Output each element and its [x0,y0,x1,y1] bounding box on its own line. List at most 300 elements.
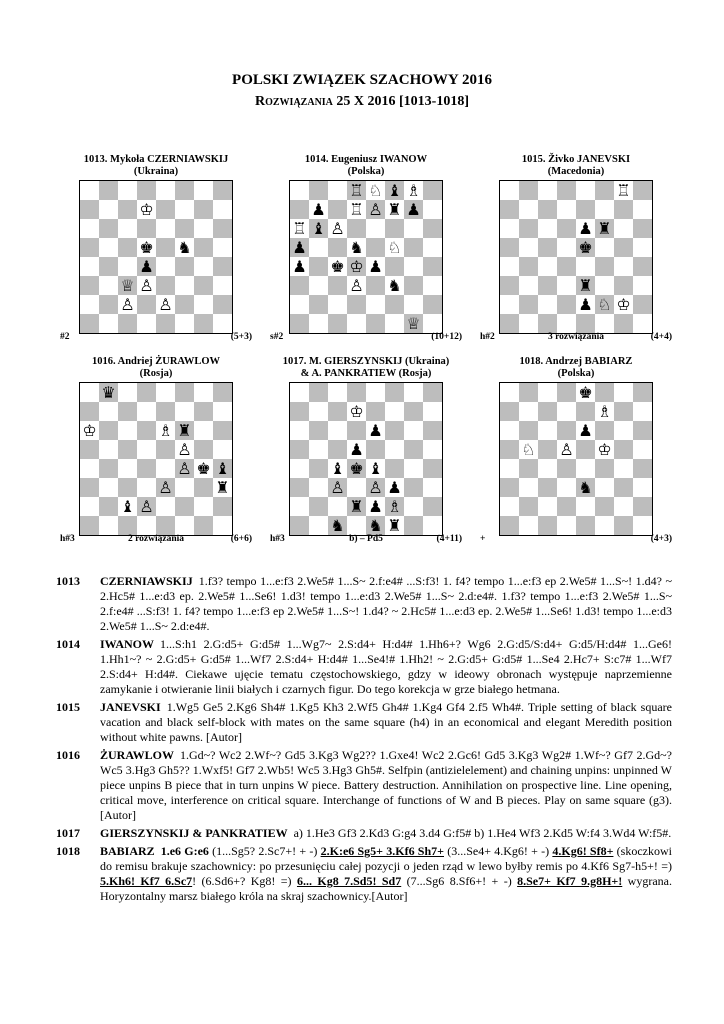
board-square [137,383,156,402]
board-square [194,314,213,333]
board-square [500,459,519,478]
board-square [175,200,194,219]
board-square [213,440,232,459]
board-square [194,295,213,314]
board-square [194,478,213,497]
board-square [137,440,156,459]
puzzle-heading [476,154,676,180]
white-rook-icon: ♖ [349,200,364,219]
board-square [328,295,347,314]
board-square [633,314,652,333]
board-square [290,516,309,535]
white-queen-icon: ♕ [406,314,421,333]
board-square [614,516,633,535]
board-square [309,516,328,535]
board-square [576,257,595,276]
solution-moves: 1...S:h1 2.G:d5+ G:d5# 1...Wg7~ 2.S:d4+ H:d4# 1.Hh6+? Wg6 2.G:d5/S:d4+ G:d5/H:d4# 1...Ge6! 1.Hh1~? ~ 2.G:d5+ G:d5# 1...Wf7 2.S:d4+ H:d4# 1...Se4!# 1.Hh2! ~ 2.G:d5+ G:d5# 1...Se4 2.Hc7+ S:c7# 1...Wf7 2.S:d4+ H:d4#. Ciekawe ujęcie tematu częstochowskiego, gdzy w ideowy obronach występuje naprzemienne zamykanie i otwieranie linii białych i czarnych figur. Do tego korekcja w grze białego hetmana. [100,637,672,696]
sol-part: (3...Se4+ 4.Kg6! + -) [444,844,553,858]
solution-number: 1014 [56,637,80,651]
board-square [366,238,385,257]
black-queen-icon: ♛ [101,383,116,402]
board-square [80,383,99,402]
board-square [290,421,309,440]
board-square [118,459,137,478]
board-square [309,459,328,478]
board-square [557,181,576,200]
black-king-icon: ♚ [330,257,345,276]
board-square [309,257,328,276]
board-square [80,497,99,516]
white-knight-icon: ♘ [387,238,402,257]
board-square [80,276,99,295]
white-bishop-icon: ♗ [158,421,173,440]
board-square [290,497,309,516]
board-square [290,200,309,219]
board-square [538,478,557,497]
black-pawn-icon: ♟ [368,421,383,440]
board-square [290,295,309,314]
black-bishop-icon: ♝ [387,181,402,200]
black-knight-icon: ♞ [387,276,402,295]
black-pawn-icon: ♟ [387,478,402,497]
board-square [500,219,519,238]
puzzle-1015 [476,154,676,342]
board-square [328,314,347,333]
board-square [557,383,576,402]
board-square [557,200,576,219]
white-knight-icon: ♘ [521,440,536,459]
board-square [385,440,404,459]
board-square [557,402,576,421]
board-square [175,383,194,402]
puzzle-1017 [266,356,466,544]
piece-count: (4+11) [436,534,462,544]
white-pawn-icon: ♙ [330,219,345,238]
board-square [99,238,118,257]
board-square [557,459,576,478]
board-square [156,314,175,333]
white-rook-icon: ♖ [292,219,307,238]
board-square [614,459,633,478]
board-square [309,276,328,295]
board-square [538,440,557,459]
board-square [500,295,519,314]
solution-number: 1013 [56,574,80,588]
board-square [175,257,194,276]
board-square [538,219,557,238]
board-square [557,257,576,276]
board-square [519,478,538,497]
board-square [423,238,442,257]
board-square [309,497,328,516]
board-square [213,314,232,333]
chess-board [499,382,653,536]
puzzle-author: 1013. Mykoła CZERNIAWSKIJ [83,154,229,165]
white-king-icon: ♔ [616,295,631,314]
board-square [633,238,652,257]
board-square [614,200,633,219]
solutions [56,574,672,907]
board-square [423,421,442,440]
board-square [633,516,652,535]
board-square [385,219,404,238]
board-square [366,314,385,333]
board-square [99,402,118,421]
board-square [328,440,347,459]
black-knight-icon: ♞ [330,516,345,535]
board-square [118,383,137,402]
board-square [366,402,385,421]
black-pawn-icon: ♟ [406,200,421,219]
board-square [595,516,614,535]
board-square [595,478,614,497]
board-square [80,478,99,497]
black-pawn-icon: ♟ [349,440,364,459]
piece-count: (6+6) [230,534,252,544]
board-square [423,402,442,421]
board-square [213,295,232,314]
board-square [347,421,366,440]
board-square [538,276,557,295]
board-square [500,440,519,459]
black-rook-icon: ♜ [387,516,402,535]
solution-number: 1016 [56,748,80,762]
board-square [347,478,366,497]
solution-author: BABIARZ [100,844,155,858]
board-square [633,440,652,459]
board-square [633,276,652,295]
board-square [538,181,557,200]
sol-part: 4.Kg6! Sf8+ [552,844,614,858]
board-square [633,402,652,421]
black-rook-icon: ♜ [349,497,364,516]
board-square [519,295,538,314]
white-bishop-icon: ♗ [406,181,421,200]
board-square [213,276,232,295]
board-square [404,238,423,257]
white-king-icon: ♔ [349,257,364,276]
board-square [347,383,366,402]
solution-moves: 1.Gd~? Wc2 2.Wf~? Gd5 3.Kg3 Wg2?? 1.Gxe4! Wc2 2.Gc6! Gd5 3.Kg3 Wg2# 1.Wf~? Gf7 2.Gd~? Wc5 3.Hg3 Gh5?? 1.Wxf5! Gf7 2.Wb5! Wc5 3.Hg3 Gh5#. Selfpin (antizielelement) and chaining unpins: unpinned W piece unpins B piece that in turn unpins W piece. Battery destruction. Annihilation on prospective line. Line opening, critical move, interference on critical square. Interchange of functions of W and B pieces. Play on same square (g3). [Autor] [100,748,672,822]
black-pawn-icon: ♟ [139,257,154,276]
board-square [404,295,423,314]
board-square [423,497,442,516]
white-pawn-icon: ♙ [158,478,173,497]
stipulation: #2 [60,332,70,342]
board-square [194,238,213,257]
board-square [80,257,99,276]
white-pawn-icon: ♙ [368,200,383,219]
solution-author: GIERSZYNSKIJ & PANKRATIEW [100,826,288,840]
board-square [557,314,576,333]
stipulation: h#3 [60,534,75,544]
board-square [137,219,156,238]
board-square [99,497,118,516]
black-bishop-icon: ♝ [368,459,383,478]
board-square [156,200,175,219]
board-square [557,421,576,440]
black-knight-icon: ♞ [349,238,364,257]
black-pawn-icon: ♟ [578,421,593,440]
board-square [156,219,175,238]
chess-board [79,382,233,536]
black-king-icon: ♚ [139,238,154,257]
white-pawn-icon: ♙ [139,276,154,295]
board-square [633,257,652,276]
board-square [519,459,538,478]
board-square [423,200,442,219]
board-square [500,516,519,535]
board-square [538,200,557,219]
white-pawn-icon: ♙ [349,276,364,295]
board-square [118,238,137,257]
board-square [156,276,175,295]
black-pawn-icon: ♟ [311,200,326,219]
board-square [137,478,156,497]
white-bishop-icon: ♗ [597,402,612,421]
solution-author: ŻURAWLOW [100,748,175,762]
sol-part: 8.Se7+ Kf7 9.g8H+! [517,874,623,888]
board-square [404,516,423,535]
black-king-icon: ♚ [578,238,593,257]
board-square [423,516,442,535]
board-square [404,440,423,459]
board-square [137,295,156,314]
white-king-icon: ♔ [597,440,612,459]
white-rook-icon: ♖ [616,181,631,200]
puzzle-author: 1016. Andriej ŻURAWLOW [91,356,221,367]
board-square [595,238,614,257]
board-square [328,421,347,440]
solution-text [100,844,672,904]
puzzle-country: (Polska) [347,166,385,177]
board-square [576,200,595,219]
board-square [137,421,156,440]
black-pawn-icon: ♟ [368,497,383,516]
black-bishop-icon: ♝ [311,219,326,238]
board-square [538,257,557,276]
sol-part: (skoczkowi do remisu brakuje szachownicy: po przesunięciu całej pozycji o jeden rząd w lewo byłby remis po 4.Kf6 Sg7-h5+! =) [100,844,672,873]
board-square [614,238,633,257]
chess-board [79,180,233,334]
board-square [519,314,538,333]
black-bishop-icon: ♝ [215,459,230,478]
puzzle-1018 [476,356,676,544]
board-square [213,238,232,257]
solution-author: IWANOW [100,637,155,651]
stipulation: + [480,534,486,544]
board-square [194,181,213,200]
board-square [519,497,538,516]
board-square [118,219,137,238]
board-square [156,383,175,402]
board-square [500,257,519,276]
board-square [633,295,652,314]
solution-count: b) – Pd5 [349,534,383,544]
board-square [99,257,118,276]
board-square [633,497,652,516]
board-square [500,181,519,200]
board-square [99,200,118,219]
board-square [213,402,232,421]
board-square [614,219,633,238]
board-square [404,276,423,295]
board-square [99,314,118,333]
board-square [309,421,328,440]
white-pawn-icon: ♙ [158,295,173,314]
board-square [595,314,614,333]
puzzle-heading [56,356,256,382]
piece-count: (10+12) [431,332,462,342]
board-square [80,516,99,535]
black-knight-icon: ♞ [177,238,192,257]
board-square [99,219,118,238]
puzzle-country: & A. PANKRATIEW (Rosja) [300,368,432,379]
black-pawn-icon: ♟ [292,238,307,257]
puzzle-1013 [56,154,256,342]
board-square [194,421,213,440]
board-square [213,497,232,516]
board-square [137,314,156,333]
board-square [595,459,614,478]
puzzle-heading [266,154,466,180]
board-square [99,459,118,478]
board-square [309,314,328,333]
board-square [290,181,309,200]
board-square [557,516,576,535]
board-square [80,219,99,238]
white-bishop-icon: ♗ [387,497,402,516]
board-square [213,181,232,200]
solution-1018 [56,844,672,904]
white-knight-icon: ♘ [597,295,612,314]
board-square [213,200,232,219]
board-square [99,295,118,314]
board-square [137,516,156,535]
board-square [423,276,442,295]
chess-board [499,180,653,334]
board-square [194,276,213,295]
solution-1017 [56,826,672,841]
sol-part: 2.K:e6 Sg5+ 3.Kf6 Sh7+ [320,844,444,858]
board-square [614,383,633,402]
white-rook-icon: ♖ [349,181,364,200]
board-square [118,440,137,459]
board-square [118,478,137,497]
board-square [156,516,175,535]
board-square [213,257,232,276]
board-square [633,383,652,402]
puzzle-country: (Ukraina) [133,166,179,177]
puzzle-author: 1014. Eugeniusz IWANOW [304,154,428,165]
board-square [328,402,347,421]
board-square [347,219,366,238]
black-bishop-icon: ♝ [120,497,135,516]
board-square [538,421,557,440]
board-square [175,219,194,238]
board-square [423,383,442,402]
board-square [366,276,385,295]
board-square [404,219,423,238]
solution-1016 [56,748,672,823]
solution-1014 [56,637,672,697]
black-king-icon: ♚ [196,459,211,478]
board-square [500,478,519,497]
board-square [194,200,213,219]
board-square [519,181,538,200]
board-square [500,314,519,333]
board-square [80,440,99,459]
board-square [309,478,328,497]
board-square [366,383,385,402]
board-square [328,383,347,402]
chess-board [289,180,443,334]
board-square [328,200,347,219]
board-square [576,181,595,200]
board-square [576,440,595,459]
board-square [366,219,385,238]
board-square [366,295,385,314]
puzzle-heading [266,356,466,382]
black-rook-icon: ♜ [597,219,612,238]
board-square [423,295,442,314]
board-square [118,421,137,440]
board-square [614,497,633,516]
board-square [99,181,118,200]
white-pawn-icon: ♙ [177,440,192,459]
board-square [156,402,175,421]
black-pawn-icon: ♟ [292,257,307,276]
black-knight-icon: ♞ [368,516,383,535]
board-square [385,314,404,333]
board-square [519,402,538,421]
board-square [404,459,423,478]
board-square [557,238,576,257]
board-square [328,238,347,257]
board-square [595,421,614,440]
puzzle-1016 [56,356,256,544]
board-square [156,181,175,200]
board-square [80,238,99,257]
black-bishop-icon: ♝ [330,459,345,478]
solution-text [100,574,672,634]
solution-moves: a) 1.He3 Gf3 2.Kd3 G:g4 3.d4 G:f5# b) 1.He4 Wf3 2.Kd5 W:f4 3.Wd4 W:f5#. [293,826,672,840]
board-square [194,257,213,276]
board-square [290,478,309,497]
board-square [519,276,538,295]
board-square [576,459,595,478]
board-square [175,497,194,516]
sol-part: (7...Sg6 8.Sf6+! + -) [401,874,518,888]
board-square [118,402,137,421]
board-square [156,497,175,516]
board-square [175,181,194,200]
board-square [614,257,633,276]
board-square [557,295,576,314]
board-square [500,200,519,219]
board-square [194,440,213,459]
board-square [500,276,519,295]
board-square [309,440,328,459]
board-square [99,421,118,440]
board-square [595,276,614,295]
chess-board [289,382,443,536]
board-square [519,200,538,219]
board-square [118,181,137,200]
sol-part: wygrana. Horyzontalny marsz białego króla na skraj szachownicy.[Autor] [100,874,672,903]
solution-1015 [56,700,672,745]
solution-list [56,574,672,841]
